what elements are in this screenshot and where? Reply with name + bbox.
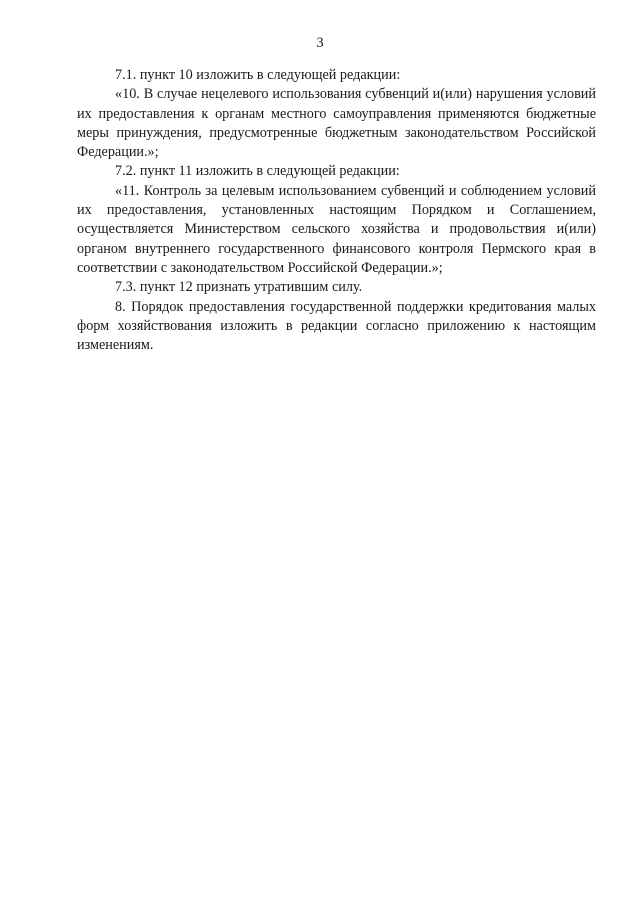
paragraph-7-2-text: «11. Контроль за целевым использованием субвенций и соблюдением условий их предоставления, установленных настоящим Порядком и Соглашением, осуществляется Министерством сельского хозяйства и продовольствия и(или) органом внутреннего государственного финансового контроля Пермского края в соответствии с законодательством Российской Федерации.»; bbox=[77, 182, 596, 276]
paragraph-7-3: 7.3. пункт 12 признать утратившим силу. bbox=[115, 279, 363, 296]
paragraph-7-1-text: «10. В случае нецелевого использования субвенций и(или) нарушения условий их предоставления к органам местного самоуправления применяются бюджетные меры принуждения, предусмотренные бюджетным законодательством Российской Федерации.»; bbox=[77, 86, 596, 161]
paragraph-7-1: 7.1. пункт 10 изложить в следующей редакции: bbox=[115, 67, 401, 83]
paragraph-7-2: 7.2. пункт 11 изложить в следующей редакции: bbox=[115, 163, 400, 180]
document-body bbox=[77, 66, 596, 355]
page-number: 3 bbox=[316, 35, 324, 51]
paragraph-8: 8. Порядок предоставления государственной поддержки кредитования малых форм хозяйствования изложить в редакции согласно приложению к настоящим изменениям. bbox=[77, 298, 596, 354]
